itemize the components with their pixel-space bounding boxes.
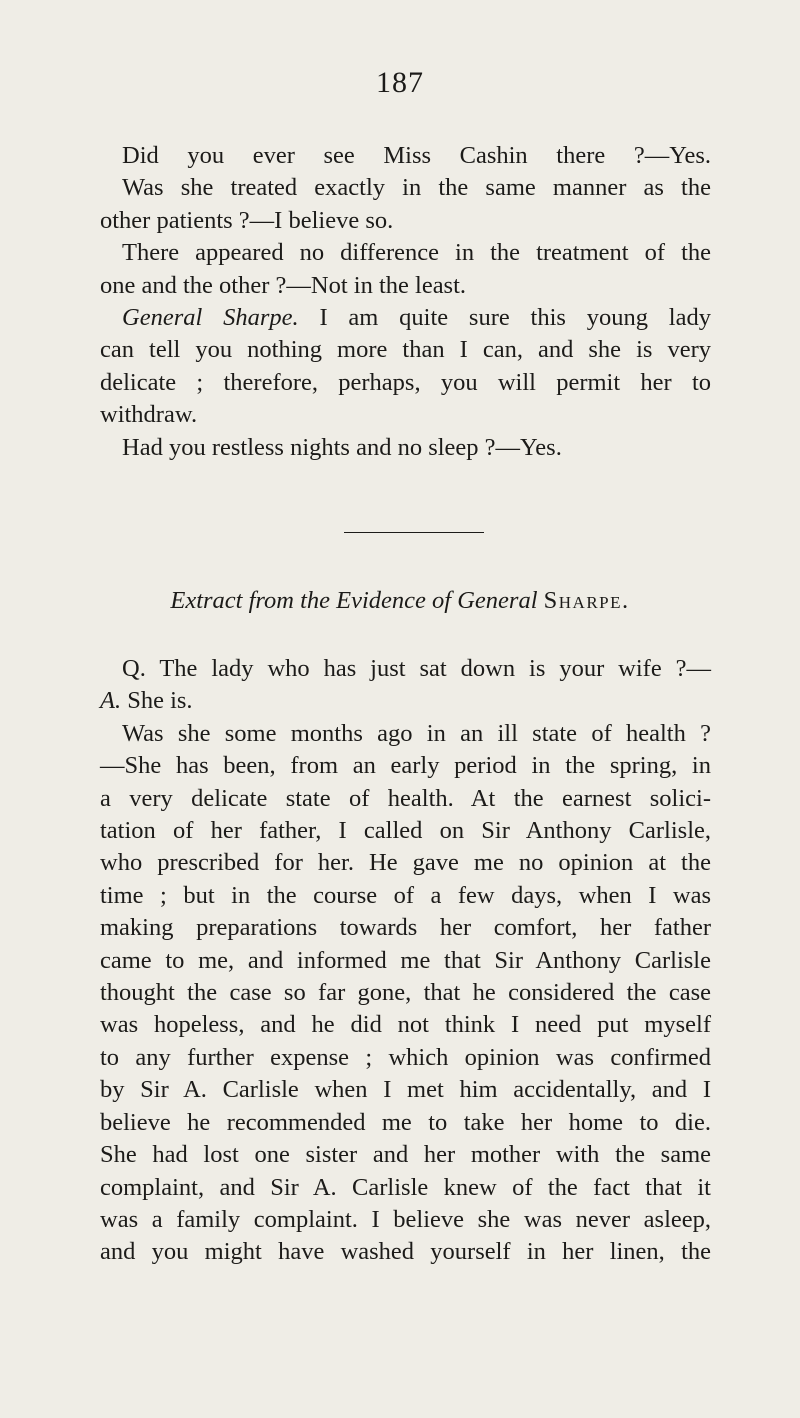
text-line: can tell you nothing more than I can, and she is very (100, 336, 711, 364)
text-line: other patients ?—I believe so. (100, 206, 394, 234)
text-line: time ; but in the course of a few days, when I was (100, 881, 711, 909)
text-line: came to me, and informed me that Sir Anthony Carlisle (100, 946, 711, 974)
text-line: thought the case so far gone, that he considered the case (100, 979, 711, 1007)
page-number: 187 (376, 66, 424, 99)
text-line: and you might have washed yourself in her linen, the (100, 1238, 711, 1266)
text-line: believe he recommended me to take her home to die. (100, 1108, 711, 1136)
text-line: one and the other ?—Not in the least. (100, 271, 467, 299)
heading-smallcaps: Sharpe. (543, 587, 630, 614)
text-line: delicate ; therefore, perhaps, you will permit her to (100, 368, 711, 396)
text-fragment: I am quite sure this young lady (319, 304, 711, 332)
text-line: who prescribed for her. He gave me no opinion at the (100, 849, 711, 877)
text-line: was a family complaint. I believe she was never asleep, (100, 1205, 711, 1233)
sharpe-statement-first-line (100, 302, 711, 334)
text-line: withdraw. (100, 401, 198, 429)
speaker-name: General Sharpe. (122, 304, 299, 332)
text-fragment: The lady who has just sat down is your wife ?— (159, 655, 711, 682)
text-line: Was she treated exactly in the same manner as the (122, 174, 711, 202)
text-line: complaint, and Sir A. Carlisle knew of the fact that it (100, 1173, 711, 1201)
text-line: Did you ever see Miss Cashin there ?—Yes. (122, 142, 711, 169)
text-line: by Sir A. Carlisle when I met him accidentally, and I (100, 1076, 711, 1104)
text-line: was hopeless, and he did not think I need put myself (100, 1011, 711, 1039)
question-marker: Q. (122, 655, 146, 682)
text-line: making preparations towards her comfort, her father (100, 914, 711, 942)
section-divider (344, 532, 484, 533)
text-line: a very delicate state of health. At the earnest solici- (100, 784, 711, 812)
text-line: There appeared no difference in the treatment of the (122, 239, 711, 267)
text-line: —She has been, from an early period in the spring, in (100, 752, 711, 780)
text-line: to any further expense ; which opinion was confirmed (100, 1043, 711, 1071)
text-line: tation of her father, I called on Sir Anthony Carlisle, (100, 817, 711, 845)
answer-marker: A. (100, 687, 122, 715)
text-line: Was she some months ago in an ill state of health ? (122, 719, 711, 747)
text-line: Had you restless nights and no sleep ?—Yes. (122, 433, 562, 461)
question-line (100, 653, 711, 685)
testimony-section-2 (100, 653, 711, 1269)
answer-line (100, 685, 711, 717)
heading-italic: Extract from the Evidence of General (170, 587, 538, 614)
text-line: She had lost one sister and her mother with the same (100, 1141, 711, 1169)
section-heading (0, 585, 800, 617)
text-fragment: She is. (127, 687, 193, 715)
testimony-section-1 (100, 140, 711, 464)
